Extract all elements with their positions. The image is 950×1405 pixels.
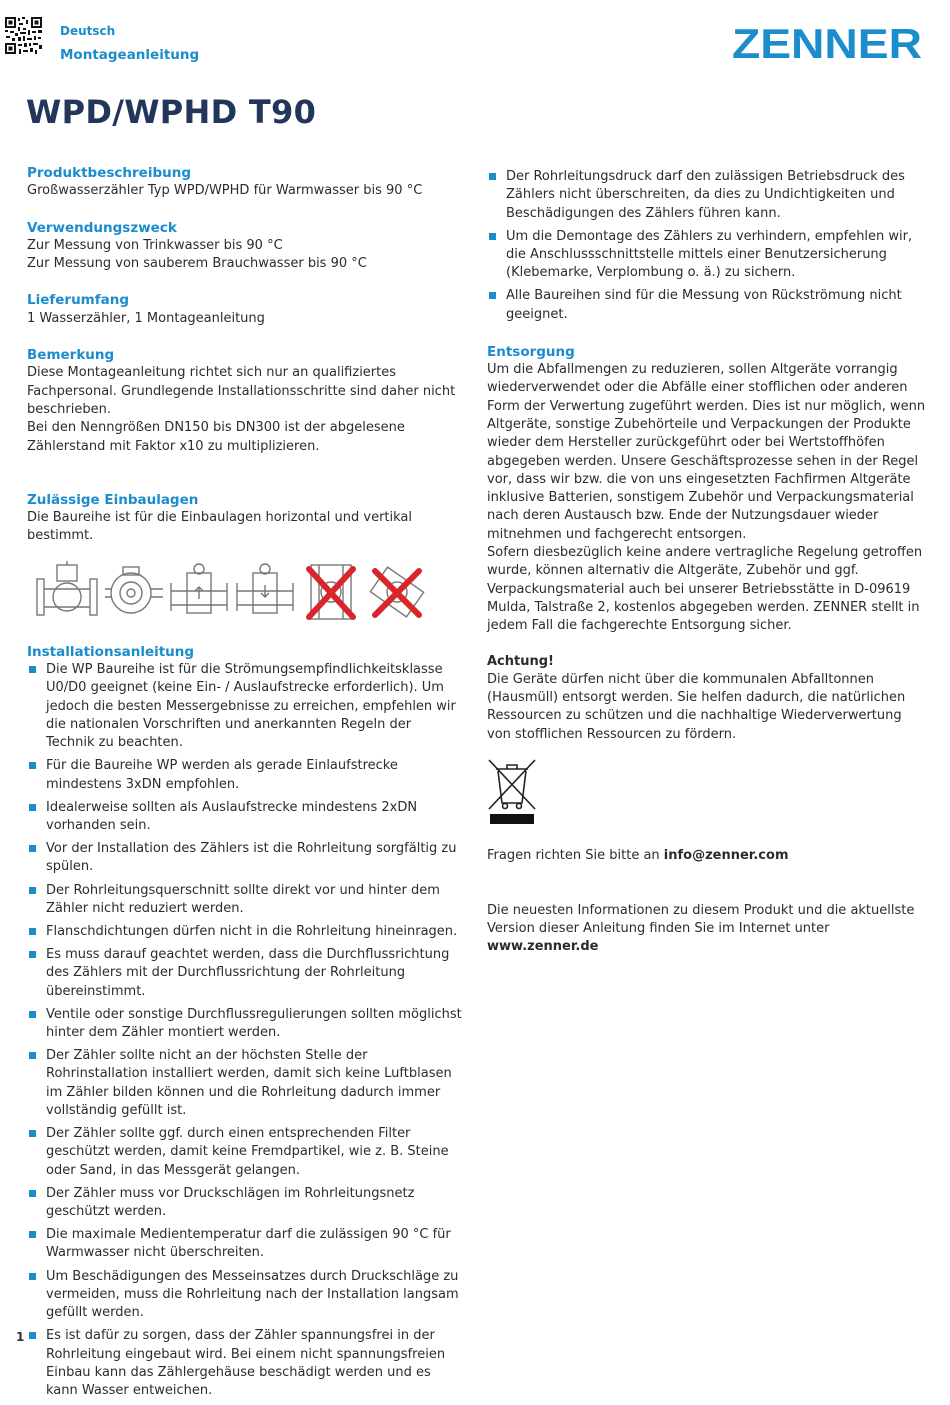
list-item: Alle Baureihen sind für die Messung von Rückströmung nicht geeignet. bbox=[487, 287, 927, 324]
list-item: Für die Baureihe WP werden als gerade Einlaufstrecke mindestens 3xDN empfohlen. bbox=[27, 757, 463, 794]
paragraph: Sofern diesbezüglich keine andere vertragliche Regelung getroffen wurde, können alternativ die Altgeräte, Zubehör und ggf. Verpackungsmaterial auch bei unserer Betriebsstätte in D-09619 Mulda, Talstraße 2, kostenlos abgegeben werden. ZENNER stellt in jedem Fall die fachgerechte Entsorgung sicher. bbox=[487, 545, 923, 634]
section-heading: Produktbeschreibung bbox=[27, 165, 191, 181]
section-heading: Entsorgung bbox=[487, 343, 575, 360]
list-item: Der Rohrleitungsdruck darf den zulässigen Betriebsdruck des Zählers nicht überschreiten, da dies zu Undichtigkeiten und Beschädigungen des Zählers führen kann. bbox=[487, 168, 927, 223]
contact-text: Fragen richten Sie bitte an bbox=[487, 848, 664, 864]
right-column bbox=[487, 168, 927, 956]
list-item: Idealerweise sollten als Auslaufstrecke mindestens 2xDN vorhanden sein. bbox=[27, 799, 463, 836]
list-item: Um Beschädigungen des Messeinsatzes durch Druckschläge zu vermeiden, muss die Rohrleitung nach der Installation langsam gefüllt werden. bbox=[27, 1268, 463, 1323]
svg-text:ZENNER: ZENNER bbox=[732, 26, 922, 60]
paragraph: 1 Wasserzähler, 1 Montageanleitung bbox=[27, 310, 265, 326]
list-item: Der Zähler muss vor Druckschlägen im Rohrleitungsnetz geschützt werden. bbox=[27, 1185, 463, 1222]
meter-position-icon bbox=[299, 559, 363, 625]
contact-email[interactable]: info@zenner.com bbox=[663, 848, 789, 864]
paragraph: Bei den Nenngrößen DN150 bis DN300 ist der abgelesene Zählerstand mit Faktor x10 zu multiplizieren. bbox=[27, 420, 405, 454]
installation-positions bbox=[35, 559, 463, 625]
info-text: Die neuesten Informationen zu diesem Produkt und die aktuellste Version dieser Anleitung finden Sie im Internet unter bbox=[487, 902, 915, 936]
meter-position-icon bbox=[35, 559, 99, 625]
section-heading: Lieferumfang bbox=[27, 292, 130, 309]
notes-list bbox=[487, 168, 927, 324]
list-item: Es ist dafür zu sorgen, dass der Zähler spannungsfrei in der Rohrleitung eingebaut wird. Bei einem nicht spannungsfreien Einbau kann das Zählergehäuse beschädigt werden und es kann Wasser entweichen. bbox=[27, 1327, 463, 1400]
list-item: Um die Demontage des Zählers zu verhindern, empfehlen wir, die Anschlussschnittstelle mittels einer Benutzersicherung (Klebemarke, Verplombung o. ä.) zu sichern. bbox=[487, 228, 927, 283]
paragraph: Zur Messung von sauberem Brauchwasser bis 90 °C bbox=[27, 256, 367, 272]
info-line bbox=[487, 902, 927, 957]
list-item: Flanschdichtungen dürfen nicht in die Rohrleitung hineinragen. bbox=[27, 923, 463, 941]
section-heading: Zulässige Einbaulagen bbox=[27, 491, 199, 508]
section-heading: Bemerkung bbox=[27, 347, 115, 364]
contact-line bbox=[487, 847, 927, 865]
weee-bin-icon bbox=[487, 757, 537, 827]
warning-heading: Achtung! bbox=[487, 653, 554, 669]
list-item: Die WP Baureihe ist für die Strömungsempfindlichkeitsklasse U0/D0 geeignet (keine Ein- / Auslaufstrecke erforderlich). Um jedoch die besten Messergebnisse zu erreichen, empfehlen wir die nationalen Vorschriften und anerkannten Regeln der Technik zu beachten. bbox=[27, 661, 463, 752]
page-number: 1 bbox=[16, 1330, 25, 1344]
list-item: Der Zähler sollte nicht an der höchsten Stelle der Rohrinstallation installiert werden, damit sich keine Luftblasen im Zähler bilden können und die Rohrleitung dadurch immer vollständig gefüllt ist. bbox=[27, 1047, 463, 1120]
list-item: Es muss darauf geachtet werden, dass die Durchflussrichtung des Zählers mit der Durchflussrichtung der Rohrleitung übereinstimmt. bbox=[27, 946, 463, 1001]
meter-position-icon bbox=[101, 559, 165, 625]
meter-position-icon bbox=[167, 559, 231, 625]
installation-list bbox=[27, 661, 463, 1400]
list-item: Ventile oder sonstige Durchflussregulierungen sollten möglichst hinter dem Zähler montiert werden. bbox=[27, 1006, 463, 1043]
list-item: Vor der Installation des Zählers ist die Rohrleitung sorgfältig zu spülen. bbox=[27, 840, 463, 877]
zenner-logo bbox=[732, 26, 922, 60]
section-heading: Verwendungszweck bbox=[27, 219, 177, 236]
document-type: Montageanleitung bbox=[60, 47, 200, 63]
paragraph: Um die Abfallmengen zu reduzieren, sollen Altgeräte vorrangig wiederverwendet oder die Abfälle einer stofflichen oder anderen Form der Verwertung zugeführt werden. Dies ist nur möglich, wenn Altgeräte, sonstige Zubehörteile und Verpackungen der Produkte wieder dem Hersteller zurückgeführt oder bei Wertstoffhöfen abgegeben werden. Unsere Geschäftsprozesse sehen in der Regel vor, dass wir bzw. die von uns eingesetzten Fachfirmen Altgeräte inklusive Batterien, sonstigem Zubehör und Verpackungsmaterial nach deren Austausch bzw. Ende der Nutzungsdauer wieder mitnehmen und fachgerecht entsorgen. bbox=[487, 362, 926, 542]
page-title: WPD/WPHD T90 bbox=[26, 93, 317, 131]
left-column bbox=[27, 164, 463, 1405]
meter-position-icon bbox=[365, 559, 429, 625]
qr-code-icon bbox=[5, 17, 42, 54]
list-item: Die maximale Medientemperatur darf die zulässigen 90 °C für Warmwasser nicht überschreiten. bbox=[27, 1226, 463, 1263]
meter-position-icon bbox=[233, 559, 297, 625]
list-item: Der Zähler sollte ggf. durch einen entsprechenden Filter geschützt werden, damit keine Fremdpartikel, wie z. B. Steine oder Sand, in das Messgerät gelangen. bbox=[27, 1125, 463, 1180]
website-link[interactable]: www.zenner.de bbox=[487, 939, 599, 955]
list-item: Der Rohrleitungsquerschnitt sollte direkt vor und hinter dem Zähler nicht reduziert werden. bbox=[27, 882, 463, 919]
section-heading: Installationsanleitung bbox=[27, 643, 195, 660]
paragraph: Diese Montageanleitung richtet sich nur an qualifiziertes Fachpersonal. Grundlegende Installationsschritte sind daher nicht beschrieben. bbox=[27, 365, 456, 417]
paragraph: Die Baureihe ist für die Einbaulagen horizontal und vertikal bestimmt. bbox=[27, 510, 412, 544]
paragraph: Großwasserzähler Typ WPD/WPHD für Warmwasser bis 90 °C bbox=[27, 183, 423, 199]
language-label: Deutsch bbox=[60, 24, 116, 38]
paragraph: Zur Messung von Trinkwasser bis 90 °C bbox=[27, 237, 283, 253]
paragraph: Die Geräte dürfen nicht über die kommunalen Abfalltonnen (Hausmüll) entsorgt werden. Sie helfen dadurch, die natürlichen Ressourcen zu schützen und die nachhaltige Wiederverwertung von stofflichen Ressourcen zu fördern. bbox=[487, 671, 906, 742]
